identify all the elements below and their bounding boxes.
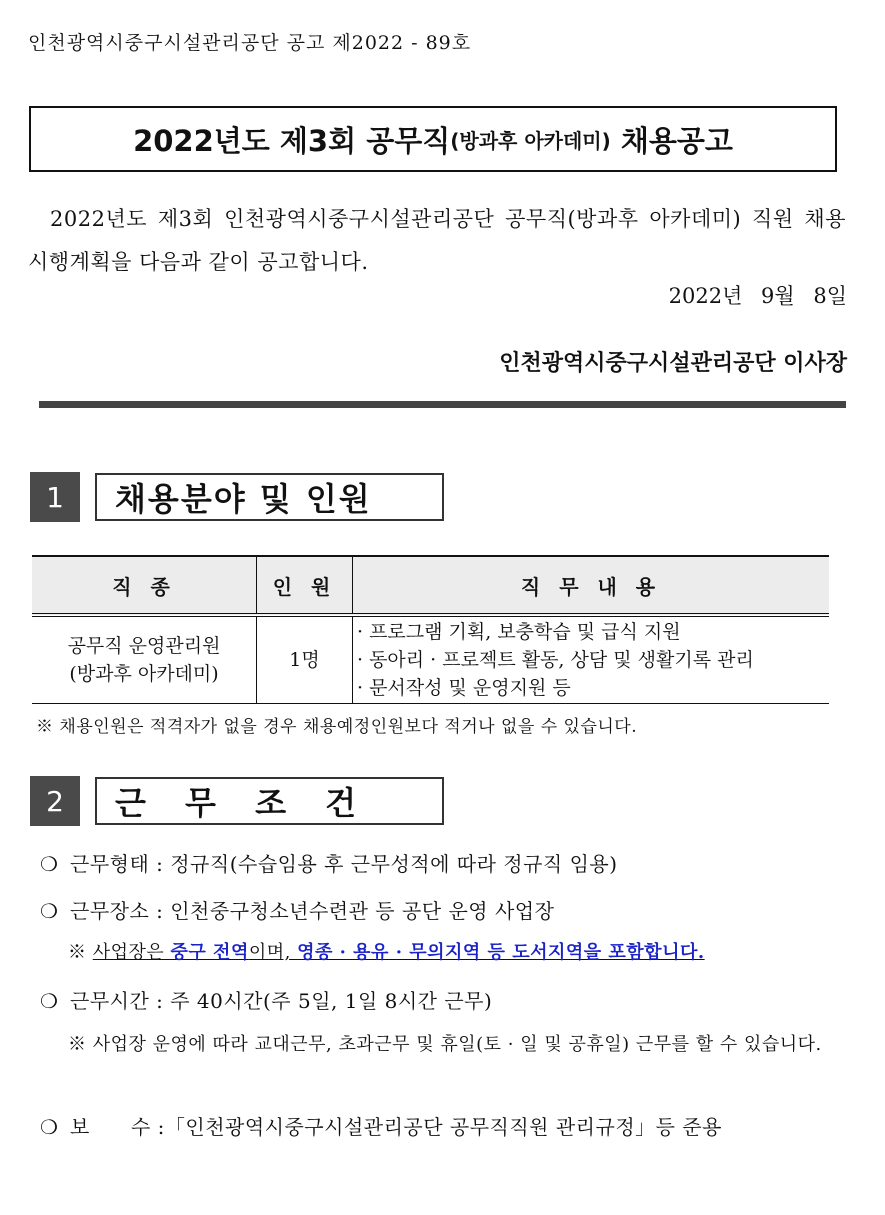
- notice-date: 2022년 9월 8일: [668, 284, 847, 308]
- table-header-row: [32, 556, 829, 615]
- condition-text: 근무시간 : 주 40시간(주 5일, 1일 8시간 근무): [70, 989, 493, 1013]
- bullet-circle-icon: ❍: [40, 899, 59, 923]
- section-1-title: 채용분야 및 인원: [95, 473, 444, 521]
- intro-paragraph: 2022년도 제3회 인천광역시중구시설관리공단 공무직(방과후 아카데미) 직원 채용 시행계획을 다음과 같이 공고합니다.: [28, 207, 846, 274]
- bullet-circle-icon: ❍: [40, 852, 59, 876]
- workplace-note: [68, 938, 705, 964]
- issuer: 인천광역시중구시설관리공단 이사장: [499, 350, 847, 376]
- condition-text: 근무형태 : 정규직(수습임용 후 근무성적에 따라 정규직 임용): [70, 852, 618, 876]
- condition-item: [40, 985, 492, 1014]
- condition-text: 보 수 :「인천광역시중구시설관리공단 공무직직원 관리규정」등 준용: [70, 1115, 722, 1139]
- page-title-tail: 채용공고: [610, 123, 733, 158]
- section-2-title: 근 무 조 건: [95, 777, 444, 825]
- note-part: 이며,: [248, 942, 298, 963]
- section-1-number: 1: [30, 472, 80, 522]
- table-header: 인 원: [257, 556, 353, 615]
- duty-item: · 동아리 · 프로젝트 활동, 상담 및 생활기록 관리: [357, 649, 754, 671]
- note-mark: ※: [68, 942, 87, 963]
- job-cell: [32, 615, 257, 704]
- condition-text: 근무장소 : 인천중구청소년수련관 등 공단 운영 사업장: [70, 899, 555, 923]
- page-title-sub: (방과후 아카데미): [450, 128, 611, 153]
- section-2-number: 2: [30, 776, 80, 826]
- duty-item: · 프로그램 기획, 보충학습 및 급식 지원: [357, 621, 681, 643]
- note-text: [93, 942, 705, 963]
- condition-item: [40, 1111, 722, 1140]
- count-cell: 1명: [257, 615, 353, 704]
- table-row: [32, 615, 829, 704]
- table-header: 직 무 내 용: [353, 556, 830, 615]
- condition-item: [40, 895, 554, 924]
- condition-item: [40, 848, 618, 877]
- title-box: [29, 106, 837, 172]
- bullet-circle-icon: ❍: [40, 989, 59, 1013]
- bullet-circle-icon: ❍: [40, 1115, 59, 1139]
- job-name: 공무직 운영관리원: [67, 635, 221, 657]
- table-note: ※ 채용인원은 적격자가 없을 경우 채용예정인원보다 적거나 없을 수 있습니다.: [36, 717, 638, 737]
- recruitment-table: [32, 555, 829, 704]
- page-title: 2022년도 제3회 공무직: [133, 123, 451, 158]
- hours-note: ※ 사업장 운영에 따라 교대근무, 초과근무 및 휴일(토 · 일 및 공휴일) 근무를 할 수 있습니다.: [68, 1034, 822, 1055]
- note-highlight: 중구 전역: [170, 942, 249, 963]
- duty-cell: [353, 615, 830, 704]
- note-part: 사업장은: [92, 942, 171, 963]
- table-header: 직 종: [32, 556, 257, 615]
- notice-number: 인천광역시중구시설관리공단 공고 제2022 - 89호: [28, 32, 472, 54]
- duty-item: · 문서작성 및 운영지원 등: [357, 677, 571, 699]
- divider: [39, 401, 846, 408]
- note-highlight: 영종 · 용유 · 무의지역 등 도서지역을 포함합니다.: [297, 942, 705, 963]
- job-sub: (방과후 아카데미): [69, 663, 219, 685]
